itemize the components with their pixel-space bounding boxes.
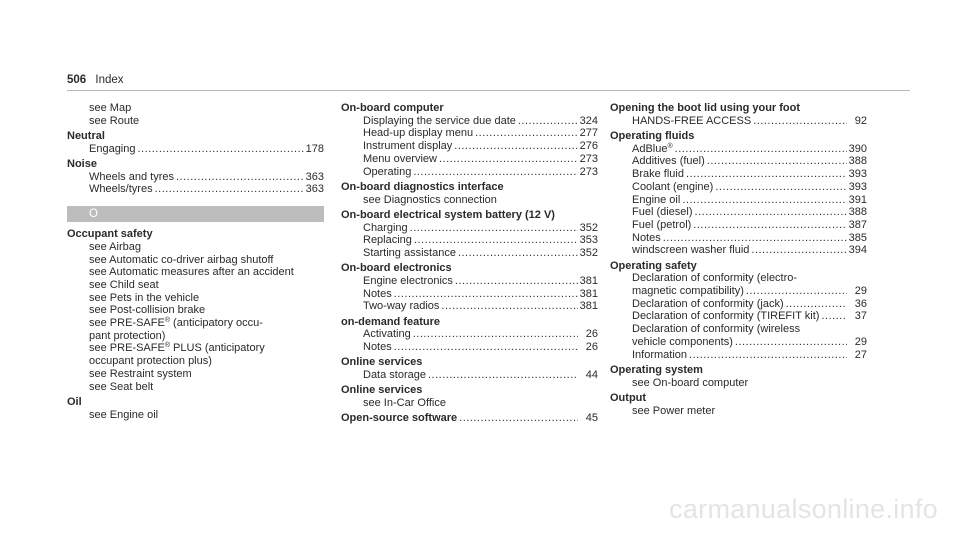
index-entry[interactable]: Starting assistance ..... 352: [341, 247, 598, 260]
page-ref: 394: [848, 244, 867, 257]
index-ref[interactable]: see Restraint system: [89, 367, 192, 380]
index-heading: on-demand feature: [341, 315, 441, 328]
page-ref: 393: [848, 168, 867, 181]
index-ref[interactable]: see Map: [89, 102, 132, 114]
index-entry[interactable]: HANDS-FREE ACCESS ..... 92: [610, 115, 867, 128]
index-entry[interactable]: Brake fluid ..... 393: [610, 168, 867, 181]
index-heading: Neutral: [67, 130, 105, 142]
page-ref: 352: [579, 246, 598, 259]
index-entry[interactable]: Fuel (petrol) ..... 387: [610, 219, 867, 232]
index-heading: Operating safety: [610, 259, 697, 272]
page-ref: 388: [848, 155, 867, 168]
page-ref: 37: [854, 310, 867, 323]
page-ref: 381: [579, 300, 598, 313]
page-ref: 363: [305, 183, 324, 196]
index-heading: Operating fluids: [610, 130, 695, 142]
index-entry[interactable]: AdBlue® ..... 390: [610, 143, 867, 156]
index-ref-continued: pant protection): [89, 329, 166, 342]
index-entry-line[interactable]: Declaration of conformity (wireless: [632, 323, 801, 336]
page-ref: 390: [848, 142, 867, 155]
index-heading: Output: [610, 391, 647, 404]
page-ref: 27: [854, 348, 867, 361]
page-ref: 352: [579, 221, 598, 234]
index-entry[interactable]: Charging ..... 352: [341, 222, 598, 235]
index-entry[interactable]: Fuel (diesel) ..... 388: [610, 206, 867, 219]
page-ref: 381: [579, 287, 598, 300]
index-heading: Occupant safety: [67, 228, 153, 241]
index-ref[interactable]: see Diagnostics connection: [363, 193, 497, 206]
page-ref: 387: [848, 218, 867, 231]
index-ref[interactable]: see On-board computer: [632, 376, 749, 389]
index-entry[interactable]: Information ..... 27: [610, 349, 867, 362]
index-heading: On-board electrical system battery (12 V): [341, 208, 555, 221]
index-heading: On-board electronics: [341, 262, 452, 275]
index-column-1: [67, 102, 324, 421]
page-ref: 45: [585, 412, 598, 425]
index-ref[interactable]: see PRE-SAFE® (anticipatory occu-: [89, 317, 263, 330]
section-title: Index: [95, 74, 124, 86]
index-entry[interactable]: Displaying the service due date ..... 324: [341, 115, 598, 128]
index-ref[interactable]: see PRE-SAFE® PLUS (anticipatory: [89, 342, 265, 355]
index-heading: Online services: [341, 356, 423, 369]
index-ref-continued: occupant protection plus): [89, 355, 212, 368]
index-heading: On-board diagnostics interface: [341, 180, 504, 193]
index-entry[interactable]: Notes ..... 381: [341, 288, 598, 301]
index-ref[interactable]: see Pets in the vehicle: [89, 291, 200, 304]
index-column-2: [341, 102, 598, 425]
index-entry-heading[interactable]: Open-source software ..... 45: [341, 412, 598, 425]
index-ref[interactable]: see Seat belt: [89, 380, 154, 393]
page-ref: 26: [585, 341, 598, 354]
index-entry[interactable]: Notes ..... 26: [341, 341, 598, 354]
page-number: 506: [67, 74, 87, 86]
index-entry[interactable]: Head-up display menu ..... 277: [341, 127, 598, 140]
page-ref: 29: [854, 335, 867, 348]
index-entry[interactable]: Wheels/tyres ..... 363: [67, 183, 324, 196]
index-entry[interactable]: Two-way radios ..... 381: [341, 300, 598, 313]
index-entry[interactable]: Declaration of conformity (TIREFIT kit) ..... 37: [610, 310, 867, 323]
index-entry[interactable]: Engaging ..... 178: [67, 143, 324, 156]
page-ref: 178: [305, 142, 324, 155]
page-ref: 388: [848, 206, 867, 219]
index-ref[interactable]: see Route: [89, 114, 140, 127]
index-column-3: [610, 102, 867, 417]
index-entry[interactable]: Activating ..... 26: [341, 328, 598, 341]
index-entry[interactable]: Declaration of conformity (jack) ..... 36: [610, 298, 867, 311]
page-ref: 393: [848, 180, 867, 193]
page-ref: 92: [854, 114, 867, 127]
index-heading: Opening the boot lid using your foot: [610, 102, 801, 114]
page-ref: 273: [579, 165, 598, 178]
index-entry[interactable]: Menu overview ..... 273: [341, 153, 598, 166]
index-entry-line[interactable]: Declaration of conformity (electro-: [632, 272, 798, 285]
index-heading: Noise: [67, 158, 97, 170]
index-heading: On-board computer: [341, 102, 444, 114]
index-entry[interactable]: windscreen washer fluid ..... 394: [610, 244, 867, 257]
index-ref[interactable]: see In-Car Office: [363, 397, 446, 410]
index-ref[interactable]: see Airbag: [89, 240, 141, 253]
index-entry[interactable]: Notes ..... 385: [610, 232, 867, 245]
index-entry[interactable]: Wheels and tyres ..... 363: [67, 171, 324, 184]
index-entry[interactable]: Coolant (engine) ..... 393: [610, 181, 867, 194]
page-ref: 277: [579, 127, 598, 140]
index-ref[interactable]: see Automatic co-driver airbag shutoff: [89, 253, 274, 266]
index-heading: Oil: [67, 395, 82, 408]
index-entry[interactable]: Instrument display ..... 276: [341, 140, 598, 153]
index-entry[interactable]: Operating ..... 273: [341, 166, 598, 179]
index-entry[interactable]: Data storage ..... 44: [341, 369, 598, 382]
index-ref[interactable]: see Automatic measures after an accident: [89, 266, 294, 279]
index-entry[interactable]: Replacing ..... 353: [341, 234, 598, 247]
page-ref: 353: [579, 234, 598, 247]
header-divider: [67, 90, 910, 91]
page-ref: 324: [579, 114, 598, 127]
index-entry[interactable]: Engine electronics ..... 381: [341, 275, 598, 288]
letter-section-bar: O: [67, 206, 324, 222]
index-ref[interactable]: see Power meter: [632, 404, 716, 417]
index-heading: Online services: [341, 384, 423, 397]
page-ref: 276: [579, 140, 598, 153]
watermark: carmanualsonline.info: [669, 494, 938, 524]
page-ref: 44: [585, 369, 598, 382]
index-entry[interactable]: vehicle components) ..... 29: [610, 336, 867, 349]
page-ref: 36: [854, 297, 867, 310]
page-ref: 381: [579, 274, 598, 287]
page-ref: 385: [848, 231, 867, 244]
index-ref[interactable]: see Engine oil: [89, 408, 159, 421]
page-ref: 26: [585, 328, 598, 341]
index-ref[interactable]: see Post-collision brake: [89, 304, 206, 317]
page-ref: 273: [579, 152, 598, 165]
page-header: [67, 74, 124, 86]
index-entry[interactable]: Engine oil ..... 391: [610, 194, 867, 207]
index-heading: Operating system: [610, 363, 703, 376]
page-ref: 363: [305, 170, 324, 183]
index-ref[interactable]: see Child seat: [89, 278, 159, 291]
index-entry[interactable]: Additives (fuel) ..... 388: [610, 155, 867, 168]
page-ref: 391: [848, 193, 867, 206]
page-ref: 29: [854, 285, 867, 298]
index-entry[interactable]: magnetic compatibility) ..... 29: [610, 285, 867, 298]
